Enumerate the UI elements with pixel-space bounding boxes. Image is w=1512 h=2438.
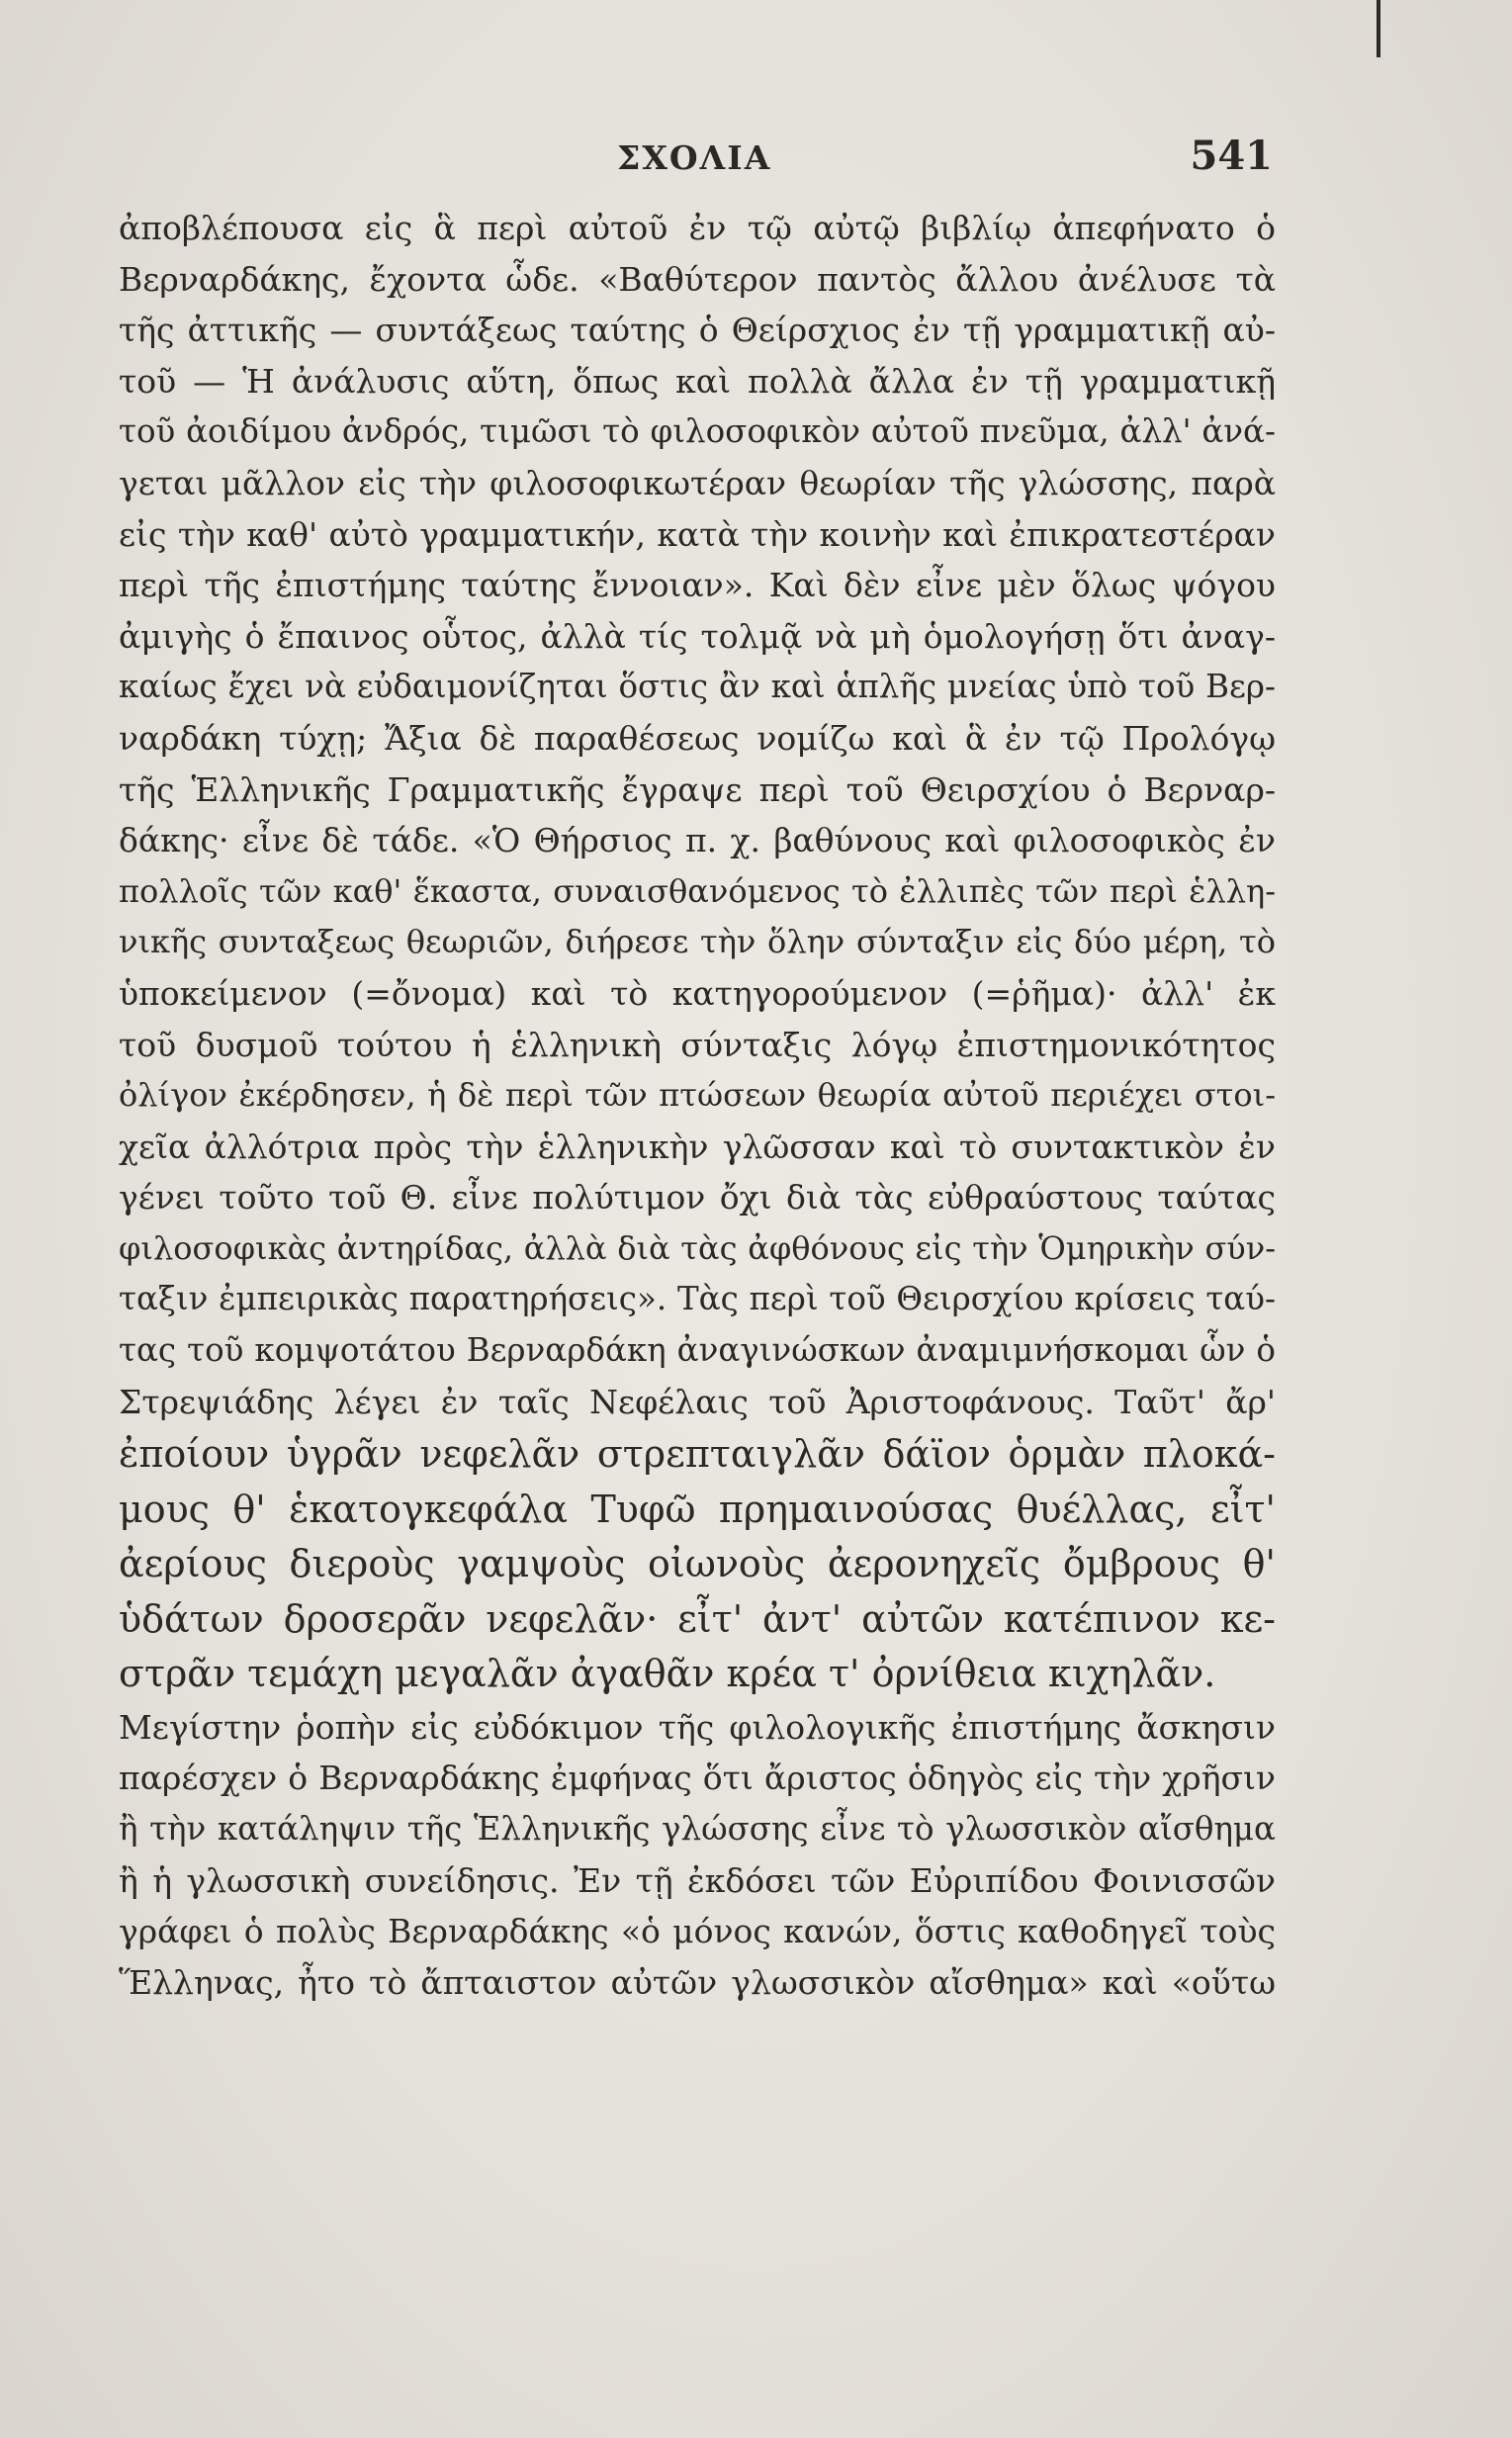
verse-line: ἐποίουν ὑγρᾶν νεφελᾶν στρεπταιγλᾶν δάϊον ὁρμὰν πλοκά- [119, 1432, 1276, 1477]
text-line: ἢ ἡ γλωσσικὴ συνείδησις. Ἐν τῇ ἐκδόσει τῶν Εὐριπίδου Φοινισσῶν [119, 1860, 1276, 1900]
verse-line: μους θ' ἑκατογκεφάλα Τυφῶ πρημαινούσας θυέλλας, εἶτ' [119, 1487, 1276, 1531]
text-line: Στρεψιάδης λέγει ἐν ταῖς Νεφέλαις τοῦ Ἀριστοφάνους. Ταῦτ' ἄρ' [119, 1382, 1276, 1421]
page-number: 541 [1190, 133, 1273, 179]
text-line: νικῆς συνταξεως θεωριῶν, διήρεσε τὴν ὅλην σύνταξιν εἰς δύο μέρη, τὸ [119, 923, 1276, 961]
paragraph-language-sense [119, 1702, 1276, 2009]
text-line: φιλοσοφικὰς ἀντηρίδας, ἀλλὰ διὰ τὰς ἀφθόνους εἰς τὴν Ὁμηρικὴν σύν- [119, 1228, 1276, 1267]
text-line: χεῖα ἀλλότρια πρὸς τὴν ἑλληνικὴν γλῶσσαν καὶ τὸ συντακτικὸν ἐν [119, 1127, 1276, 1166]
text-line: ἀποβλέπουσα εἰς ἃ περὶ αὐτοῦ ἐν τῷ αὐτῷ βιβλίῳ ἀπεφήνατο ὁ [119, 209, 1276, 247]
text-line: Ἕλληνας, ἦτο τὸ ἄπταιστον αὐτῶν γλωσσικὸν αἴσθημα» καὶ «οὕτω [119, 1962, 1276, 2002]
text-line: περὶ τῆς ἐπιστήμης ταύτης ἔννοιαν». Καὶ δὲν εἶνε μὲν ὅλως ψόγου [119, 566, 1276, 605]
body-text [119, 203, 1276, 2008]
running-title: ΣΧΟΛΙΑ [617, 138, 772, 177]
running-head [0, 133, 1512, 180]
verse-line: ὑδάτων δροσερᾶν νεφελᾶν· εἶτ' ἀντ' αὐτῶν κατέπινον κε- [119, 1596, 1276, 1641]
text-line: ὑποκείμενον (=ὄνομα) καὶ τὸ κατηγορούμενον (=ῥῆμα)· ἀλλ' ἐκ [119, 973, 1276, 1013]
text-line: εἰς τὴν καθ' αὐτὸ γραμματικήν, κατὰ τὴν κοινὴν καὶ ἐπικρατεστέραν [119, 514, 1276, 554]
text-line: ἀμιγὴς ὁ ἔπαινος οὗτος, ἀλλὰ τίς τολμᾷ νὰ μὴ ὁμολογήσῃ ὅτι ἀναγ- [119, 616, 1276, 656]
text-line: γένει τοῦτο τοῦ Θ. εἶνε πολύτιμον ὄχι διὰ τὰς εὐθραύστους ταύτας [119, 1178, 1276, 1218]
verse-quotation [119, 1427, 1276, 1702]
text-line: καίως ἔχει νὰ εὐδαιμονίζηται ὅστις ἂν καὶ ἁπλῆς μνείας ὑπὸ τοῦ Βερ- [119, 668, 1276, 706]
text-line: τας τοῦ κομψοτάτου Βερναρδάκη ἀναγινώσκων ἀναμιμνήσκομαι ὧν ὁ [119, 1331, 1276, 1370]
text-line: πολλοῖς τῶν καθ' ἕκαστα, συναισθανόμενος τὸ ἐλλιπὲς τῶν περὶ ἑλλη- [119, 871, 1276, 910]
text-line: τῆς Ἑλληνικῆς Γραμματικῆς ἔγραψε περὶ τοῦ Θειρσχίου ὁ Βερναρ- [119, 769, 1276, 809]
text-line: ναρδάκη τύχῃ; Ἄξια δὲ παραθέσεως νομίζω καὶ ἃ ἐν τῷ Προλόγῳ [119, 718, 1276, 758]
text-line: τοῦ — Ἡ ἀνάλυσις αὕτη, ὅπως καὶ πολλὰ ἄλλα ἐν τῇ γραμματικῇ [119, 361, 1276, 401]
text-line: Βερναρδάκης, ἔχοντα ὧδε. «Βαθύτερον παντὸς ἄλλου ἀνέλυσε τὰ [119, 259, 1276, 299]
text-line: ταξιν ἐμπειρικὰς παρατηρήσεις». Τὰς περὶ τοῦ Θειρσχίου κρίσεις ταύ- [119, 1280, 1276, 1318]
text-line: τῆς ἀττικῆς — συντάξεως ταύτης ὁ Θείρσχιος ἐν τῇ γραμματικῇ αὐ- [119, 311, 1276, 350]
text-line: Μεγίστην ῥοπὴν εἰς εὐδόκιμον τῆς φιλολογικῆς ἐπιστήμης ἄσκησιν [119, 1707, 1276, 1747]
text-line: δάκης· εἶνε δὲ τάδε. «Ὁ Θήρσιος π. χ. βαθύνους καὶ φιλοσοφικὸς ἐν [119, 821, 1276, 860]
text-line: τοῦ δυσμοῦ τούτου ἡ ἑλληνικὴ σύνταξις λόγῳ ἐπιστημονικότητος [119, 1025, 1276, 1064]
verse-line: στρᾶν τεμάχη μεγαλᾶν ἀγαθᾶν κρέα τ' ὀρνίθεια κιχηλᾶν. [119, 1652, 1216, 1696]
text-line: παρέσχεν ὁ Βερναρδάκης ἐμφήνας ὅτι ἄριστος ὁδηγὸς εἰς τὴν χρῆσιν [119, 1759, 1276, 1798]
paragraph-commentary [119, 203, 1276, 1427]
text-line: τοῦ ἀοιδίμου ἀνδρός, τιμῶσι τὸ φιλοσοφικὸν αὐτοῦ πνεῦμα, ἀλλ' ἀνά- [119, 412, 1276, 451]
text-line: ὀλίγον ἐκέρδησεν, ἡ δὲ περὶ τῶν πτώσεων θεωρία αὐτοῦ περιέχει στοι- [119, 1076, 1276, 1115]
verse-line: ἀερίους διεροὺς γαμψοὺς οἰωνοὺς ἀερονηχεῖς ὄμβρους θ' [119, 1542, 1276, 1586]
text-line: ἢ τὴν κατάληψιν τῆς Ἑλληνικῆς γλώσσης εἶνε τὸ γλωσσικὸν αἴσθημα [119, 1809, 1276, 1848]
page-edge-mark [1377, 0, 1380, 57]
text-line: γεται μᾶλλον εἰς τὴν φιλοσοφικωτέραν θεωρίαν τῆς γλώσσης, παρὰ [119, 463, 1276, 502]
text-line: γράφει ὁ πολὺς Βερναρδάκης «ὁ μόνος κανών, ὅστις καθοδηγεῖ τοὺς [119, 1912, 1276, 1951]
